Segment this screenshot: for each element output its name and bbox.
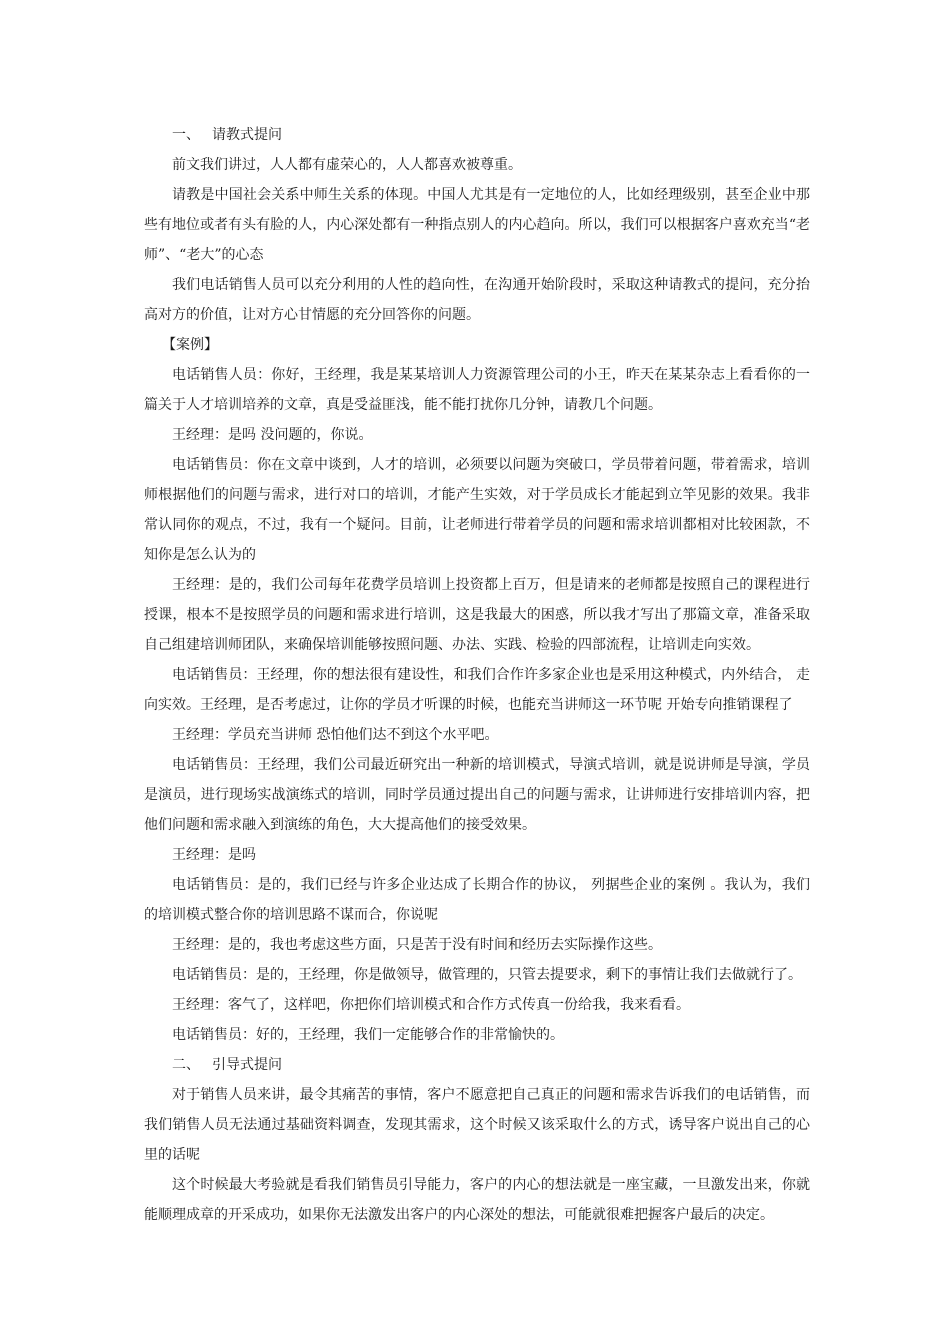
- document-page: [144, 120, 810, 1230]
- dialogue-line: 电话销售员：你在文章中谈到，人才的培训，必须要以问题为突破口，学员带着问题，带着需求，培训师根据他们的问题与需求，进行对口的培训，才能产生实效，对于学员成长才能起到立竿见影的效果。我非常认同你的观点，不过，我有一个疑问。目前，让老师进行带着学员的问题和需求培训都相对比较困款，不知你是怎么认为的: [144, 457, 810, 563]
- dialogue-line: 王经理：客气了，这样吧，你把你们培训模式和合作方式传真一份给我，我来看看。: [172, 997, 690, 1013]
- dialogue-line: 王经理：是吗 没问题的，你说。: [172, 427, 373, 443]
- paragraph: 对于销售人员来讲，最令其痛苦的事情，客户不愿意把自己真正的问题和需求告诉我们的电话销售，而我们销售人员无法通过基础资料调查，发现其需求，这个时候又该采取什么的方式，诱导客户说出自己的心里的话呢: [144, 1087, 810, 1163]
- dialogue-line: 电话销售员：是的，王经理，你是做领导，做管理的，只管去提要求，剩下的事情让我们去做就行了。: [172, 967, 802, 983]
- section-heading-1: [144, 120, 810, 150]
- dialogue-line: 电话销售人员：你好，王经理，我是某某培训人力资源管理公司的小王，昨天在某某杂志上看看你的一篇关于人才培训培养的文章，真是受益匪浅，能不能打扰你几分钟，请教几个问题。: [144, 367, 810, 413]
- case-label: 【案例】: [162, 337, 218, 353]
- dialogue-line: 电话销售员：是的，我们已经与许多企业达成了长期合作的协议， 列据些企业的案例 。我认为，我们的培训模式整合你的培训思路不谋而合，你说呢: [144, 877, 810, 923]
- dialogue-line: 王经理：是的，我们公司每年花费学员培训上投资都上百万，但是请来的老师都是按照自己的课程进行授课，根本不是按照学员的问题和需求进行培训，这是我最大的困惑，所以我才写出了那篇文章，准备采取自己组建培训师团队，来确保培训能够按照问题、办法、实践、检验的四部流程，让培训走向实效。: [144, 577, 810, 653]
- paragraph: 这个时候最大考验就是看我们销售员引导能力，客户的内心的想法就是一座宝藏，一旦激发出来，你就能顺理成章的开采成功，如果你无法激发出客户的内心深处的想法，可能就很难把握客户最后的决定。: [144, 1177, 810, 1223]
- paragraph: 前文我们讲过，人人都有虚荣心的，人人都喜欢被尊重。: [172, 157, 522, 173]
- dialogue-line: 王经理：是的，我也考虑这些方面，只是苦于没有时间和经历去实际操作这些。: [172, 937, 662, 953]
- dialogue-line: 王经理：是吗: [172, 847, 256, 863]
- section-number: 二、: [172, 1057, 200, 1073]
- dialogue-line: 电话销售员：王经理，你的想法很有建设性，和我们合作许多家企业也是采用这种模式，内外结合， 走向实效。王经理，是否考虑过，让你的学员才听课的时候，也能充当讲师这一环节呢 开始专向推销课程了: [144, 667, 810, 713]
- section-number: 一、: [172, 127, 200, 143]
- dialogue-line: 王经理：学员充当讲师 恐怕他们达不到这个水平吧。: [172, 727, 499, 743]
- dialogue-line: 电话销售员：王经理，我们公司最近研究出一种新的培训模式，导演式培训，就是说讲师是导演，学员是演员，进行现场实战演练式的培训，同时学员通过提出自己的问题与需求，让讲师进行安排培训内容，把他们问题和需求融入到演练的角色，大大提高他们的接受效果。: [144, 757, 810, 833]
- paragraph: 请教是中国社会关系中师生关系的体现。中国人尤其是有一定地位的人，比如经理级别，甚至企业中那些有地位或者有头有脸的人，内心深处都有一种指点别人的内心趋向。所以，我们可以根据客户喜欢充当“老师”、“老大”的心态: [144, 187, 810, 263]
- section-title: 请教式提问: [212, 127, 282, 143]
- dialogue-line: 电话销售员：好的，王经理，我们一定能够合作的非常愉快的。: [172, 1027, 564, 1043]
- section-heading-2: [144, 1050, 810, 1080]
- section-title: 引导式提问: [212, 1057, 282, 1073]
- paragraph: 我们电话销售人员可以充分利用的人性的趋向性，在沟通开始阶段时，采取这种请教式的提问，充分抬高对方的价值，让对方心甘情愿的充分回答你的问题。: [144, 277, 810, 323]
